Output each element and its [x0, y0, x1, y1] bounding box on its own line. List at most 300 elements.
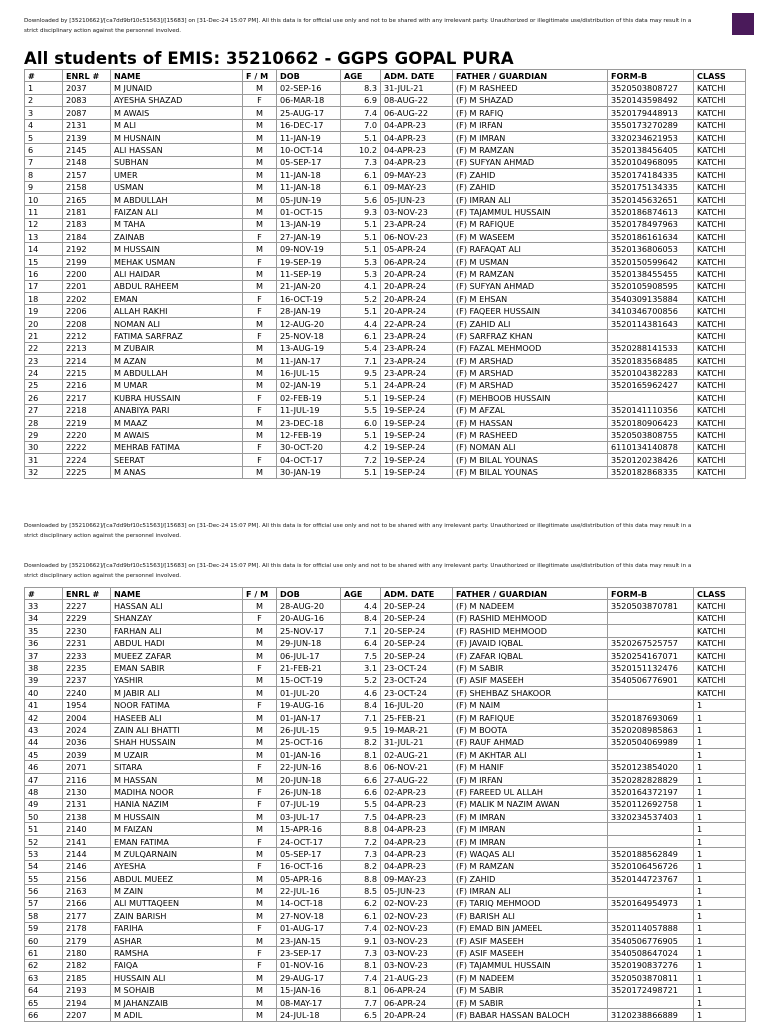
column-header-admission-date: ADM. DATE — [381, 70, 453, 82]
cell-class: 1 — [694, 749, 746, 761]
cell-age: 7.4 — [341, 972, 381, 984]
cell-gender: M — [243, 625, 277, 637]
cell-enrollment-number: 2179 — [63, 934, 111, 946]
cell-father-guardian: (F) TARIQ MEHMOOD — [453, 897, 608, 909]
cell-date-of-birth: 16-OCT-19 — [277, 293, 341, 305]
cell-class: KATCHI — [694, 454, 746, 466]
cell-age: 6.0 — [341, 416, 381, 428]
cell-age: 8.4 — [341, 612, 381, 624]
cell-form-b-number — [608, 699, 694, 711]
cell-form-b-number — [608, 330, 694, 342]
cell-father-guardian: (F) EMAD BIN JAMEEL — [453, 922, 608, 934]
column-header-date-of-birth: DOB — [277, 70, 341, 82]
cell-student-name: ABDUL RAHEEM — [111, 280, 243, 292]
cell-class: KATCHI — [694, 687, 746, 699]
cell-age: 6.1 — [341, 910, 381, 922]
cell-class: KATCHI — [694, 94, 746, 106]
cell-form-b-number — [608, 835, 694, 847]
cell-class: KATCHI — [694, 131, 746, 143]
cell-class: KATCHI — [694, 268, 746, 280]
cell-enrollment-number: 2235 — [63, 662, 111, 674]
header-badge — [732, 13, 754, 35]
cell-class: 1 — [694, 910, 746, 922]
cell-row-number: 2 — [25, 94, 63, 106]
cell-form-b-number: 3520503808727 — [608, 82, 694, 94]
column-header-row-number: # — [25, 70, 63, 82]
cell-form-b-number: 3320234537403 — [608, 811, 694, 823]
cell-age: 7.4 — [341, 922, 381, 934]
table-row — [25, 934, 746, 946]
cell-form-b-number — [608, 885, 694, 897]
cell-class: KATCHI — [694, 637, 746, 649]
cell-admission-date: 31-JUL-21 — [381, 736, 453, 748]
cell-form-b-number: 3520143598492 — [608, 94, 694, 106]
cell-gender: M — [243, 367, 277, 379]
cell-admission-date: 21-AUG-23 — [381, 972, 453, 984]
cell-gender: F — [243, 860, 277, 872]
cell-father-guardian: (F) ZAHID — [453, 181, 608, 193]
cell-class: KATCHI — [694, 181, 746, 193]
cell-form-b-number: 3520186161634 — [608, 231, 694, 243]
cell-admission-date: 04-APR-23 — [381, 835, 453, 847]
cell-admission-date: 05-JUN-23 — [381, 193, 453, 205]
cell-father-guardian: (F) M NADEEM — [453, 972, 608, 984]
cell-row-number: 33 — [25, 600, 63, 612]
cell-gender: M — [243, 379, 277, 391]
cell-date-of-birth: 07-JUL-19 — [277, 798, 341, 810]
cell-row-number: 17 — [25, 280, 63, 292]
cell-date-of-birth: 22-JUL-16 — [277, 885, 341, 897]
cell-enrollment-number: 2227 — [63, 600, 111, 612]
cell-row-number: 55 — [25, 872, 63, 884]
cell-date-of-birth: 16-OCT-16 — [277, 860, 341, 872]
cell-father-guardian: (F) RASHID MEHMOOD — [453, 625, 608, 637]
cell-class: 1 — [694, 996, 746, 1008]
cell-date-of-birth: 05-SEP-17 — [277, 156, 341, 168]
cell-enrollment-number: 2225 — [63, 466, 111, 478]
cell-row-number: 10 — [25, 193, 63, 205]
cell-class: 1 — [694, 947, 746, 959]
cell-gender: F — [243, 959, 277, 971]
cell-age: 4.2 — [341, 441, 381, 453]
table-row — [25, 429, 746, 441]
cell-admission-date: 02-AUG-21 — [381, 749, 453, 761]
cell-row-number: 62 — [25, 959, 63, 971]
cell-date-of-birth: 26-JUN-18 — [277, 786, 341, 798]
cell-class: 1 — [694, 761, 746, 773]
cell-class: KATCHI — [694, 367, 746, 379]
cell-student-name: YASHIR — [111, 674, 243, 686]
cell-age: 6.6 — [341, 773, 381, 785]
table-row — [25, 131, 746, 143]
cell-gender: M — [243, 131, 277, 143]
column-header-form-b-number: FORM-B — [608, 70, 694, 82]
table-row — [25, 612, 746, 624]
cell-enrollment-number: 2240 — [63, 687, 111, 699]
cell-enrollment-number: 2163 — [63, 885, 111, 897]
cell-row-number: 58 — [25, 910, 63, 922]
cell-father-guardian: (F) BARISH ALI — [453, 910, 608, 922]
cell-gender: M — [243, 749, 277, 761]
table-row — [25, 872, 746, 884]
cell-student-name: FAIQA — [111, 959, 243, 971]
cell-father-guardian: (F) M RAMZAN — [453, 268, 608, 280]
cell-enrollment-number: 2158 — [63, 181, 111, 193]
table-body — [25, 600, 746, 1021]
cell-student-name: HANIA NAZIM — [111, 798, 243, 810]
table-row — [25, 625, 746, 637]
cell-form-b-number: 3540506776905 — [608, 934, 694, 946]
cell-admission-date: 03-NOV-23 — [381, 959, 453, 971]
cell-date-of-birth: 02-JAN-19 — [277, 379, 341, 391]
cell-student-name: SHAH HUSSAIN — [111, 736, 243, 748]
table-row — [25, 687, 746, 699]
cell-date-of-birth: 06-JUL-17 — [277, 649, 341, 661]
cell-enrollment-number: 2185 — [63, 972, 111, 984]
cell-student-name: ABDUL MUEEZ — [111, 872, 243, 884]
cell-form-b-number: 3520175134335 — [608, 181, 694, 193]
table-row — [25, 392, 746, 404]
cell-father-guardian: (F) M BILAL YOUNAS — [453, 454, 608, 466]
cell-age: 6.1 — [341, 330, 381, 342]
cell-row-number: 60 — [25, 934, 63, 946]
table-header-row — [25, 70, 746, 82]
table-row — [25, 749, 746, 761]
table-row — [25, 218, 746, 230]
cell-form-b-number — [608, 612, 694, 624]
cell-gender: F — [243, 255, 277, 267]
cell-gender: M — [243, 984, 277, 996]
cell-father-guardian: (F) WAQAS ALI — [453, 848, 608, 860]
cell-enrollment-number: 2192 — [63, 243, 111, 255]
cell-student-name: MEHRAB FATIMA — [111, 441, 243, 453]
cell-father-guardian: (F) IMRAN ALI — [453, 193, 608, 205]
cell-row-number: 30 — [25, 441, 63, 453]
cell-date-of-birth: 12-FEB-19 — [277, 429, 341, 441]
cell-father-guardian: (F) M EHSAN — [453, 293, 608, 305]
cell-student-name: ABDUL HADI — [111, 637, 243, 649]
cell-father-guardian: (F) ASIF MASEEH — [453, 947, 608, 959]
cell-enrollment-number: 2219 — [63, 416, 111, 428]
cell-gender: M — [243, 649, 277, 661]
cell-age: 8.3 — [341, 82, 381, 94]
cell-father-guardian: (F) M RASHEED — [453, 429, 608, 441]
table-row — [25, 823, 746, 835]
cell-class: KATCHI — [694, 293, 746, 305]
table-row — [25, 379, 746, 391]
column-header-gender: F / M — [243, 588, 277, 600]
cell-class: KATCHI — [694, 354, 746, 366]
cell-enrollment-number: 2148 — [63, 156, 111, 168]
cell-class: 1 — [694, 959, 746, 971]
table-row — [25, 600, 746, 612]
download-notice: Downloaded by [35210662]/[ca7dd9bf10c51563]/[15683] on [31-Dec-24 15:07 PM]. All this data is for official use only and not to be shared with any irrelevant party. Unauthorized or illegitimate use/distribution of this data may result in a strict disciplinary action against the personnel involved. — [24, 523, 692, 539]
cell-age: 9.1 — [341, 934, 381, 946]
cell-father-guardian: (F) M RAMZAN — [453, 860, 608, 872]
cell-admission-date: 09-MAY-23 — [381, 872, 453, 884]
cell-admission-date: 19-SEP-24 — [381, 454, 453, 466]
cell-enrollment-number: 2222 — [63, 441, 111, 453]
cell-gender: M — [243, 429, 277, 441]
table-row — [25, 798, 746, 810]
table-row — [25, 94, 746, 106]
cell-gender: M — [243, 280, 277, 292]
cell-gender: M — [243, 268, 277, 280]
cell-row-number: 23 — [25, 354, 63, 366]
cell-enrollment-number: 2230 — [63, 625, 111, 637]
cell-date-of-birth: 27-NOV-18 — [277, 910, 341, 922]
cell-age: 5.1 — [341, 466, 381, 478]
table-row — [25, 466, 746, 478]
cell-father-guardian: (F) M NAIM — [453, 699, 608, 711]
cell-form-b-number — [608, 687, 694, 699]
cell-class: 1 — [694, 811, 746, 823]
cell-father-guardian: (F) M RASHEED — [453, 82, 608, 94]
cell-age: 8.1 — [341, 749, 381, 761]
cell-enrollment-number: 2218 — [63, 404, 111, 416]
cell-form-b-number — [608, 996, 694, 1008]
cell-row-number: 42 — [25, 711, 63, 723]
cell-row-number: 8 — [25, 169, 63, 181]
cell-form-b-number: 3520186874613 — [608, 206, 694, 218]
cell-row-number: 9 — [25, 181, 63, 193]
cell-student-name: SEERAT — [111, 454, 243, 466]
cell-form-b-number: 3520112692758 — [608, 798, 694, 810]
cell-age: 5.1 — [341, 131, 381, 143]
cell-gender: M — [243, 169, 277, 181]
table-row — [25, 811, 746, 823]
cell-form-b-number: 3520183568485 — [608, 354, 694, 366]
cell-enrollment-number: 2146 — [63, 860, 111, 872]
download-notice: Downloaded by [35210662]/[ca7dd9bf10c51563]/[15683] on [31-Dec-24 15:07 PM]. All this data is for official use only and not to be shared with any irrelevant party. Unauthorized or illegitimate use/distribution of this data may result in a strict disciplinary action against the personnel involved. — [24, 18, 692, 34]
cell-class: KATCHI — [694, 600, 746, 612]
cell-student-name: M ABDULLAH — [111, 367, 243, 379]
cell-gender: M — [243, 119, 277, 131]
cell-admission-date: 23-APR-24 — [381, 330, 453, 342]
table-row — [25, 144, 746, 156]
cell-age: 4.1 — [341, 280, 381, 292]
cell-date-of-birth: 16-JUL-15 — [277, 367, 341, 379]
cell-enrollment-number: 2177 — [63, 910, 111, 922]
cell-enrollment-number: 2233 — [63, 649, 111, 661]
cell-gender: F — [243, 392, 277, 404]
cell-class: KATCHI — [694, 144, 746, 156]
cell-date-of-birth: 23-JAN-15 — [277, 934, 341, 946]
table-row — [25, 835, 746, 847]
cell-age: 6.1 — [341, 169, 381, 181]
cell-admission-date: 06-APR-24 — [381, 996, 453, 1008]
cell-father-guardian: (F) M IMRAN — [453, 131, 608, 143]
cell-row-number: 59 — [25, 922, 63, 934]
cell-student-name: FARIHA — [111, 922, 243, 934]
cell-form-b-number: 3520503870811 — [608, 972, 694, 984]
cell-father-guardian: (F) M USMAN — [453, 255, 608, 267]
table-row — [25, 193, 746, 205]
cell-enrollment-number: 2224 — [63, 454, 111, 466]
table-row — [25, 156, 746, 168]
cell-form-b-number: 3520105908595 — [608, 280, 694, 292]
cell-student-name: M UZAIR — [111, 749, 243, 761]
cell-gender: M — [243, 736, 277, 748]
cell-enrollment-number: 2178 — [63, 922, 111, 934]
cell-class: 1 — [694, 773, 746, 785]
cell-date-of-birth: 13-JAN-19 — [277, 218, 341, 230]
cell-father-guardian: (F) M SABIR — [453, 984, 608, 996]
cell-father-guardian: (F) M SABIR — [453, 662, 608, 674]
cell-student-name: ALI MUTTAQEEN — [111, 897, 243, 909]
cell-gender: M — [243, 107, 277, 119]
cell-student-name: ALLAH RAKHI — [111, 305, 243, 317]
cell-father-guardian: (F) ASIF MASEEH — [453, 934, 608, 946]
cell-form-b-number: 3520114381643 — [608, 317, 694, 329]
cell-father-guardian: (F) IMRAN ALI — [453, 885, 608, 897]
cell-admission-date: 06-AUG-22 — [381, 107, 453, 119]
cell-row-number: 47 — [25, 773, 63, 785]
cell-row-number: 38 — [25, 662, 63, 674]
cell-date-of-birth: 11-JAN-18 — [277, 181, 341, 193]
table-row — [25, 699, 746, 711]
column-header-admission-date: ADM. DATE — [381, 588, 453, 600]
cell-gender: M — [243, 972, 277, 984]
cell-admission-date: 19-SEP-24 — [381, 404, 453, 416]
cell-father-guardian: (F) M HANIF — [453, 761, 608, 773]
cell-form-b-number: 3520179448913 — [608, 107, 694, 119]
cell-gender: M — [243, 243, 277, 255]
cell-gender: F — [243, 947, 277, 959]
cell-row-number: 15 — [25, 255, 63, 267]
cell-form-b-number: 3520150599642 — [608, 255, 694, 267]
cell-form-b-number: 3540508647024 — [608, 947, 694, 959]
cell-form-b-number: 3520188562849 — [608, 848, 694, 860]
cell-student-name: NOMAN ALI — [111, 317, 243, 329]
cell-row-number: 35 — [25, 625, 63, 637]
cell-age: 5.3 — [341, 255, 381, 267]
cell-class: KATCHI — [694, 342, 746, 354]
table-row — [25, 972, 746, 984]
cell-form-b-number: 3520136806053 — [608, 243, 694, 255]
cell-enrollment-number: 2116 — [63, 773, 111, 785]
cell-gender: M — [243, 897, 277, 909]
cell-row-number: 56 — [25, 885, 63, 897]
cell-age: 7.3 — [341, 156, 381, 168]
cell-row-number: 28 — [25, 416, 63, 428]
cell-row-number: 29 — [25, 429, 63, 441]
cell-student-name: UMER — [111, 169, 243, 181]
cell-admission-date: 20-APR-24 — [381, 305, 453, 317]
cell-date-of-birth: 01-JUL-20 — [277, 687, 341, 699]
cell-age: 5.4 — [341, 342, 381, 354]
cell-gender: F — [243, 612, 277, 624]
cell-student-name: USMAN — [111, 181, 243, 193]
cell-admission-date: 27-AUG-22 — [381, 773, 453, 785]
cell-form-b-number: 3520503808755 — [608, 429, 694, 441]
cell-admission-date: 16-JUL-20 — [381, 699, 453, 711]
table-row — [25, 736, 746, 748]
cell-age: 5.5 — [341, 404, 381, 416]
cell-gender: M — [243, 811, 277, 823]
cell-enrollment-number: 2208 — [63, 317, 111, 329]
cell-father-guardian: (F) M ARSHAD — [453, 379, 608, 391]
cell-admission-date: 31-JUL-21 — [381, 82, 453, 94]
table-row — [25, 317, 746, 329]
cell-gender: M — [243, 156, 277, 168]
cell-admission-date: 03-NOV-23 — [381, 934, 453, 946]
cell-row-number: 16 — [25, 268, 63, 280]
cell-age: 7.3 — [341, 848, 381, 860]
cell-form-b-number: 3520145632651 — [608, 193, 694, 205]
cell-date-of-birth: 02-FEB-19 — [277, 392, 341, 404]
cell-date-of-birth: 13-AUG-19 — [277, 342, 341, 354]
cell-gender: M — [243, 317, 277, 329]
cell-father-guardian: (F) M WASEEM — [453, 231, 608, 243]
cell-student-name: M JABIR ALI — [111, 687, 243, 699]
cell-class: 1 — [694, 934, 746, 946]
cell-date-of-birth: 02-SEP-16 — [277, 82, 341, 94]
cell-form-b-number: 3520178497963 — [608, 218, 694, 230]
cell-student-name: M UMAR — [111, 379, 243, 391]
cell-admission-date: 04-APR-23 — [381, 156, 453, 168]
cell-class: 1 — [694, 823, 746, 835]
cell-student-name: AYESHA SHAZAD — [111, 94, 243, 106]
cell-enrollment-number: 2180 — [63, 947, 111, 959]
cell-date-of-birth: 24-OCT-17 — [277, 835, 341, 847]
cell-father-guardian: (F) RAFAQAT ALI — [453, 243, 608, 255]
cell-admission-date: 02-NOV-23 — [381, 897, 453, 909]
cell-date-of-birth: 20-AUG-16 — [277, 612, 341, 624]
cell-date-of-birth: 03-JUL-17 — [277, 811, 341, 823]
cell-gender: M — [243, 181, 277, 193]
column-header-class: CLASS — [694, 588, 746, 600]
cell-enrollment-number: 2024 — [63, 724, 111, 736]
cell-form-b-number: 6110134140878 — [608, 441, 694, 453]
table-row — [25, 342, 746, 354]
cell-student-name: M TAHA — [111, 218, 243, 230]
cell-admission-date: 20-SEP-24 — [381, 649, 453, 661]
cell-class: 1 — [694, 972, 746, 984]
cell-father-guardian: (F) FAREED UL ALLAH — [453, 786, 608, 798]
cell-row-number: 26 — [25, 392, 63, 404]
cell-admission-date: 04-APR-23 — [381, 131, 453, 143]
cell-student-name: AYESHA — [111, 860, 243, 872]
cell-enrollment-number: 2036 — [63, 736, 111, 748]
column-header-student-name: NAME — [111, 588, 243, 600]
cell-admission-date: 04-APR-23 — [381, 860, 453, 872]
cell-form-b-number: 3520138455455 — [608, 268, 694, 280]
table-row — [25, 724, 746, 736]
cell-gender: M — [243, 885, 277, 897]
cell-row-number: 49 — [25, 798, 63, 810]
cell-date-of-birth: 29-JUN-18 — [277, 637, 341, 649]
column-header-enrollment-number: ENRL # — [63, 588, 111, 600]
cell-row-number: 3 — [25, 107, 63, 119]
cell-student-name: EMAN SABIR — [111, 662, 243, 674]
cell-date-of-birth: 21-FEB-21 — [277, 662, 341, 674]
cell-form-b-number: 3520114057888 — [608, 922, 694, 934]
table-row — [25, 293, 746, 305]
cell-gender: M — [243, 466, 277, 478]
cell-class: KATCHI — [694, 218, 746, 230]
cell-father-guardian: (F) M IMRAN — [453, 823, 608, 835]
cell-student-name: FARHAN ALI — [111, 625, 243, 637]
cell-student-name: M AWAIS — [111, 107, 243, 119]
cell-gender: M — [243, 416, 277, 428]
cell-class: KATCHI — [694, 82, 746, 94]
cell-date-of-birth: 19-AUG-16 — [277, 699, 341, 711]
cell-admission-date: 08-AUG-22 — [381, 94, 453, 106]
cell-row-number: 32 — [25, 466, 63, 478]
cell-age: 4.4 — [341, 600, 381, 612]
cell-student-name: M AZAN — [111, 354, 243, 366]
